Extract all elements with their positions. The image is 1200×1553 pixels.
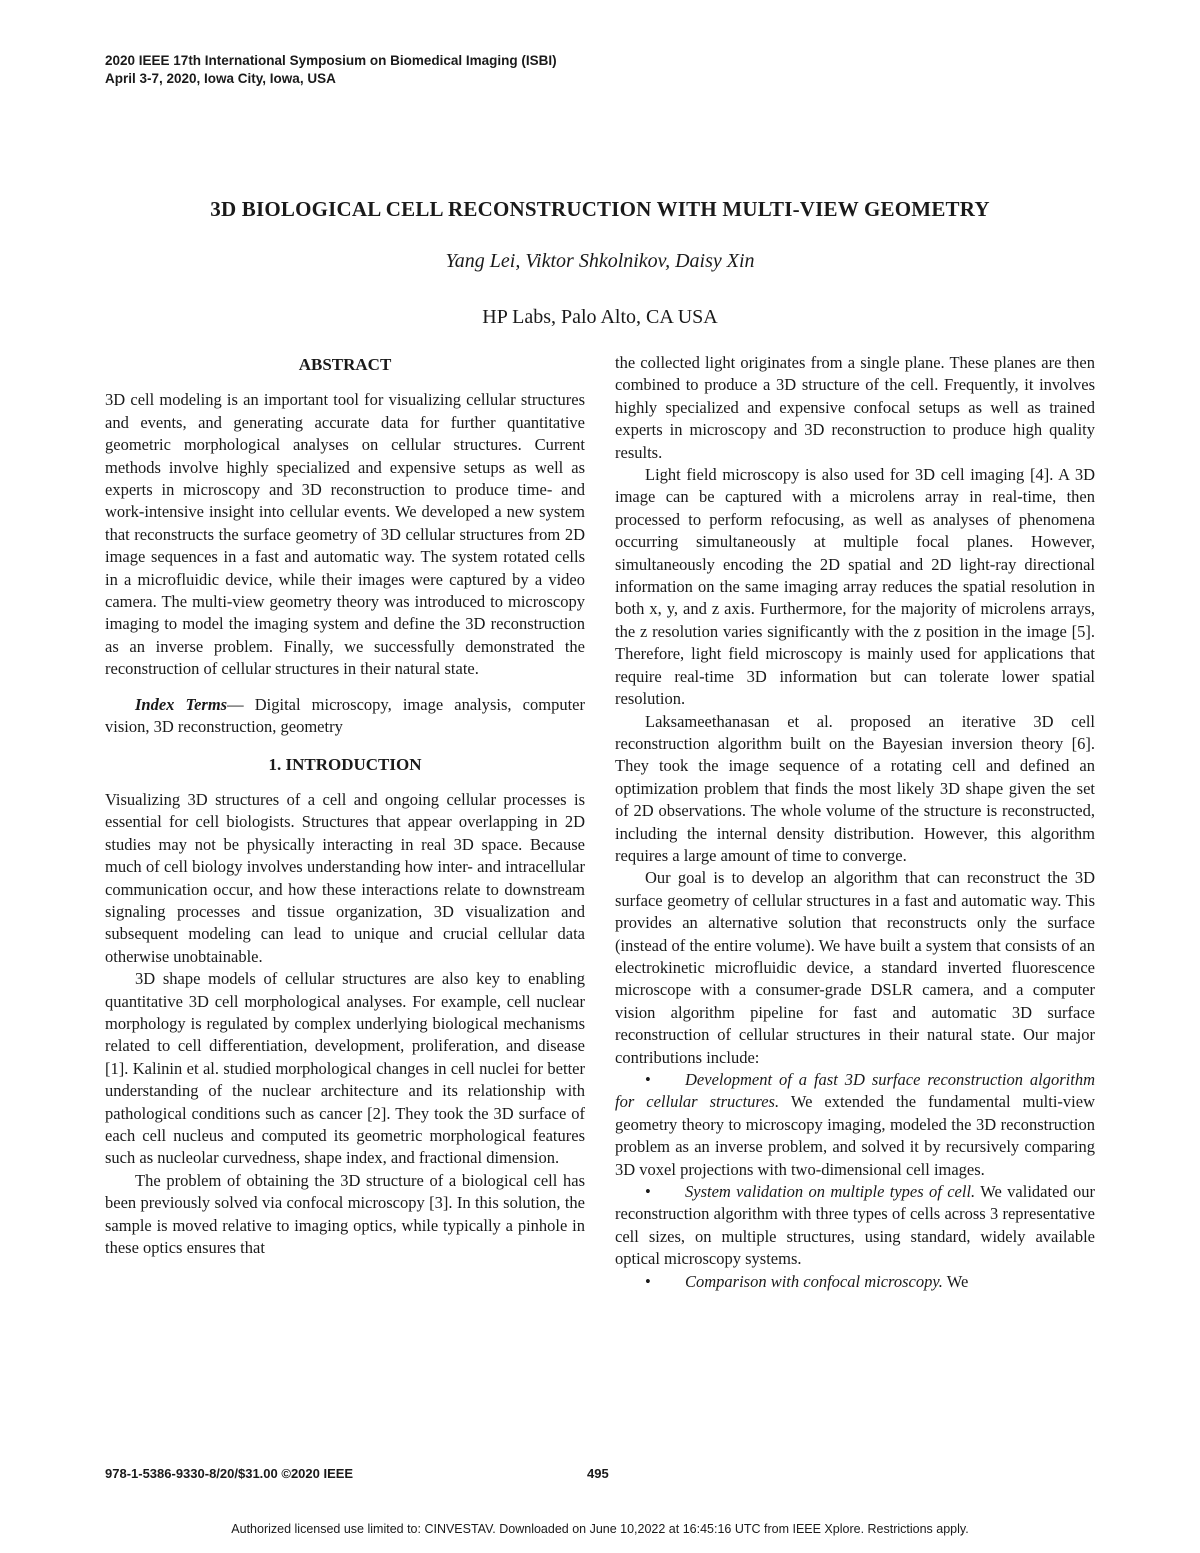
left-column <box>105 352 585 1259</box>
abstract-heading: ABSTRACT <box>298 355 392 374</box>
contribution-bullet-1 <box>615 1069 1095 1181</box>
intro-paragraph-2: 3D shape models of cellular structures are also key to enabling quantitative 3D cell morphological analyses. For example, cell nuclear morphology is regulated by complex underlying biological mechanisms related to cell differentiation, development, proliferation, and disease [1]. Kalinin et al. studied morphological changes in cell nuclei for better understanding of the nuclear architecture and its relationship with pathological conditions such as cancer [2]. They took the 3D surface of each cell nucleus and computed its geometric morphological features such as nucleolar curvedness, shape index, and fractional dimension. <box>105 969 585 1168</box>
bullet-icon: • <box>645 1182 651 1202</box>
bullet-2-text: We validated our reconstruction algorithm with three types of cells across 3 representative cell sizes, on multiple structures, using standard, widely available optical microscopy systems. <box>615 1182 1096 1269</box>
intro-paragraph-3-continued: the collected light originates from a single plane. These planes are then combined to produce a 3D structure of the cell. Frequently, it involves highly specialized and expensive confocal setups as well as trained experts in microscopy and 3D reconstruction to produce high quality results. <box>615 353 1095 462</box>
bullet-icon: • <box>645 1271 651 1291</box>
paper-authors: Yang Lei, Viktor Shkolnikov, Daisy Xin <box>445 250 755 272</box>
abstract-text: 3D cell modeling is an important tool for visualizing cellular structures and events, and generating accurate data for further quantitative geometric morphological analyses on cellular structures. Current methods involve highly specialized and expensive setups as well as experts in microscopy and 3D reconstruction to produce time- and work-intensive insight into cellular events. We developed a new system that reconstructs the surface geometry of 3D cellular structures from 2D image sequences in a fast and automatic way. The system rotated cells in a microfluidic device, while their images were captured by a video camera. The multi-view geometry theory was introduced to microscopy imaging to model the imaging system and define the 3D reconstruction as an inverse problem. Finally, we successfully demonstrated the reconstruction of cellular structures in their natural state. <box>105 390 585 679</box>
index-terms <box>105 694 585 739</box>
bullet-1-text: We extended the fundamental multi-view geometry theory to microscopy imaging, modeled the 3D reconstruction problem as an inverse problem, and solved it by recursively comparing 3D voxel projections with two-dimensional cell images. <box>615 1092 1095 1179</box>
bullet-3-title: Comparison with confocal microscopy. <box>685 1271 943 1291</box>
conference-header <box>105 52 557 88</box>
contribution-bullet-2 <box>615 1181 1095 1271</box>
bullet-icon: • <box>645 1070 651 1089</box>
intro-paragraph-6: Our goal is to develop an algorithm that can reconstruct the 3D surface geometry of cellular structures in a fast and automatic way. This provides an alternative solution that reconstructs only the surface (instead of the entire volume). We have built a system that consists of an electrokinetic microfluidic device, a standard inverted fluorescence microscope with a consumer-grade DSLR camera, and a computer vision algorithm pipeline for fast and automatic 3D surface reconstruction of cellular structures in their natural state. Our major contributions include: <box>615 868 1095 1067</box>
paper-affiliation: HP Labs, Palo Alto, CA USA <box>482 306 718 328</box>
introduction-heading: 1. INTRODUCTION <box>268 754 422 774</box>
page-number: 495 <box>587 1466 609 1481</box>
bullet-3-text: We <box>942 1271 969 1291</box>
bullet-2-title: System validation on multiple types of cell. <box>685 1182 976 1202</box>
footer-isbn: 978-1-5386-9330-8/20/$31.00 ©2020 IEEE <box>105 1466 354 1481</box>
intro-paragraph-3: The problem of obtaining the 3D structure of a biological cell has been previously solved via confocal microscopy [3]. In this solution, the sample is moved relative to imaging optics, while typically a pinhole in these optics ensures that <box>105 1170 585 1258</box>
index-terms-label: Index Terms <box>135 694 228 714</box>
paper-title: 3D BIOLOGICAL CELL RECONSTRUCTION WITH MULTI-VIEW GEOMETRY <box>210 197 990 221</box>
right-column <box>615 352 1095 1293</box>
contribution-bullet-3 <box>615 1271 1095 1293</box>
intro-paragraph-1: Visualizing 3D structures of a cell and ongoing cellular processes is essential for cell biologists. Structures that appear overlapping in 2D studies may not be physically interacting in real 3D space. Because much of cell biology involves understanding how inter- and intracellular communication occur, and how these interactions relate to downstream signaling processes and tissue organization, 3D visualization and subsequent modeling can lead to unique and crucial cellular data otherwise unobtainable. <box>105 789 585 966</box>
index-terms-list: Digital microscopy, image analysis, computer vision, 3D reconstruction, geometry <box>105 694 585 737</box>
conference-name: 2020 IEEE 17th International Symposium on Biomedical Imaging (ISBI) <box>105 53 557 68</box>
license-notice: Authorized licensed use limited to: CINVESTAV. Downloaded on June 10,2022 at 16:45:16 UTC from IEEE Xplore. Restrictions apply. <box>231 1522 969 1536</box>
intro-paragraph-5: Laksameethanasan et al. proposed an iterative 3D cell reconstruction algorithm built on the Bayesian inversion theory [6]. They took the image sequence of a rotating cell and defined an optimization problem that finds the most likely 3D shape given the set of 2D observations. The whole volume of the structure is reconstructed, including the internal density distribution. However, this algorithm requires a large amount of time to converge. <box>615 711 1095 865</box>
intro-paragraph-4: Light field microscopy is also used for 3D cell imaging [4]. A 3D image can be captured with a microlens array in real-time, then processed to perform refocusing, as well as analyses of phenomena occurring simultaneously at multiple focal planes. However, simultaneously encoding the 2D spatial and 2D light-ray directional information on the same imaging array reduces the spatial resolution in both x, y, and z axis. Furthermore, for the majority of microlens arrays, the z resolution varies significantly with the z position in the image [5]. Therefore, light field microscopy is mainly used for applications that require real-time 3D information but can tolerate lower spatial resolution. <box>615 465 1095 709</box>
index-terms-dash: — <box>227 694 255 714</box>
bullet-1-title: Development of a fast 3D surface reconstruction algorithm for cellular structures. <box>615 1070 1095 1112</box>
conference-date-location: April 3-7, 2020, Iowa City, Iowa, USA <box>105 71 336 86</box>
